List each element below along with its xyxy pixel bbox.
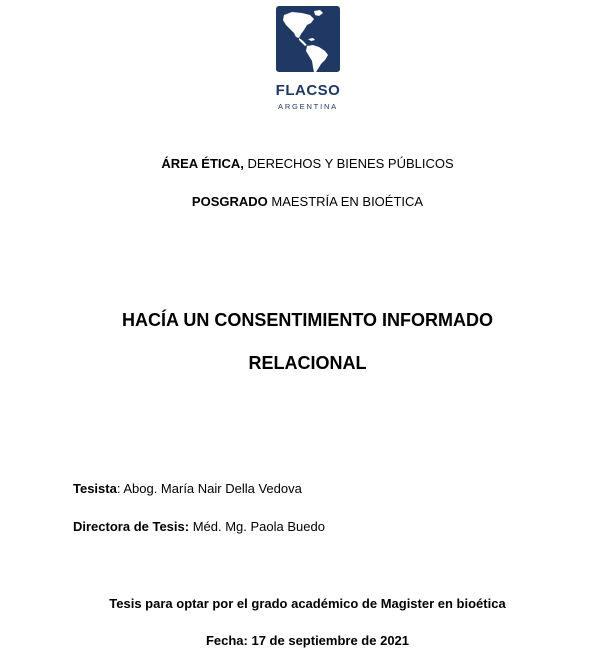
degree-statement: Tesis para optar por el grado académico de Magister en bioética (109, 596, 506, 611)
thesis-title-line-1: HACÍA UN CONSENTIMIENTO INFORMADO (122, 310, 493, 330)
director-line (73, 519, 325, 534)
author-line (73, 481, 302, 496)
director-label: Directora de Tesis: (73, 519, 190, 534)
area-label: ÁREA ÉTICA, (161, 156, 244, 171)
author-value: : Abog. María Nair Della Vedova (116, 481, 302, 496)
thesis-date: Fecha: 17 de septiembre de 2021 (205, 633, 410, 648)
thesis-title-line-2: RELACIONAL (248, 353, 367, 373)
program-value: MAESTRÍA EN BIOÉTICA (267, 194, 424, 209)
program-label: POSGRADO (191, 194, 268, 209)
director-value: Méd. Mg. Paola Buedo (189, 519, 325, 534)
logo-name: FLACSO (275, 82, 341, 99)
area-value: DERECHOS Y BIENES PÚBLICOS (243, 156, 454, 171)
author-label: Tesista (73, 481, 117, 496)
flacso-logo (272, 6, 344, 111)
area-line (0, 156, 615, 171)
americas-map-icon (276, 6, 340, 72)
program-line (0, 194, 615, 209)
logo-subtitle: ARGENTINA (278, 102, 338, 111)
